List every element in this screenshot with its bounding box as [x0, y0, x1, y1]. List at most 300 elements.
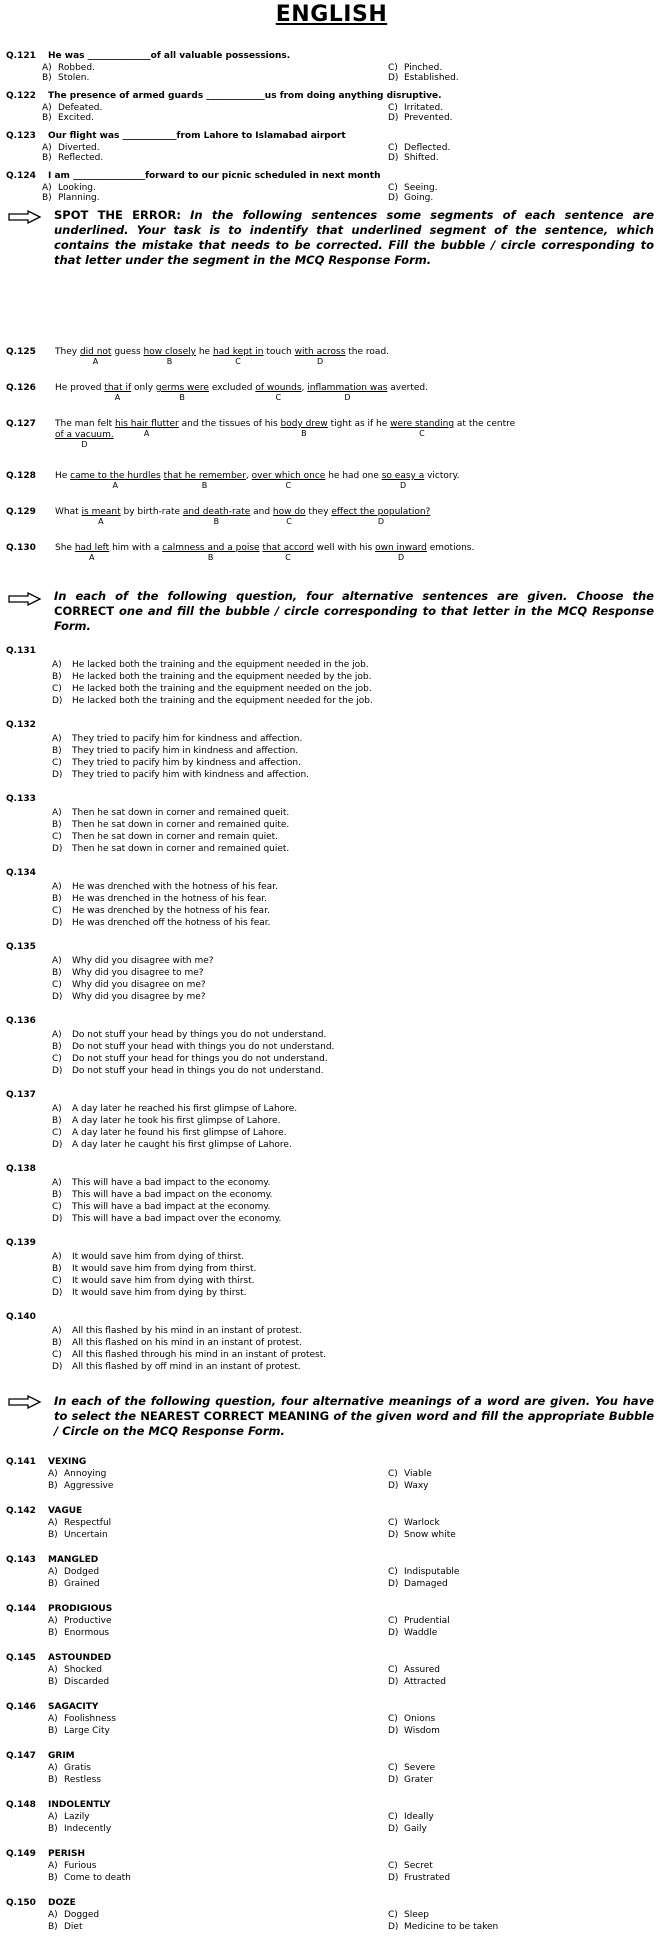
underlined-segment: of wounds — [255, 383, 302, 393]
sentence-text: They — [55, 347, 80, 357]
underlined-segment: own inward — [375, 543, 427, 553]
question-number: Q.125 — [6, 347, 36, 357]
question-word: MANGLED — [48, 1555, 99, 1565]
option-text: Waddle — [404, 1628, 438, 1638]
question-number: Q.130 — [6, 543, 36, 553]
option-text: Robbed. — [58, 63, 95, 73]
option-letter: C) — [388, 183, 398, 193]
question-number: Q.136 — [6, 1016, 36, 1026]
segment-label: D — [377, 517, 385, 526]
option-text: Do not stuff your head in things you do not understand. — [72, 1066, 324, 1076]
option-text: This will have a bad impact to the economy. — [72, 1178, 271, 1188]
option-letter: A) — [48, 1812, 58, 1822]
sentence-text: he had one — [325, 471, 382, 481]
question-word: ASTOUNDED — [48, 1653, 112, 1663]
option-letter: C) — [52, 1350, 62, 1360]
option-text: Medicine to be taken — [404, 1922, 499, 1932]
option-letter: D) — [388, 153, 399, 163]
option-text: Do not stuff your head with things you do not understand. — [72, 1042, 335, 1052]
question-number: Q.124 — [6, 171, 36, 181]
question-sentence — [55, 506, 655, 518]
option-letter: B) — [48, 1824, 58, 1834]
question-sentence — [55, 470, 655, 482]
underlined-segment: came to the hurdles — [70, 471, 161, 481]
option[interactable] — [388, 192, 433, 204]
option-text: All this flashed by his mind in an instant of protest. — [72, 1326, 302, 1336]
option[interactable] — [52, 807, 289, 819]
underlined-segment: of a vacuum. — [55, 430, 114, 440]
option-text: Secret — [404, 1861, 433, 1871]
option[interactable] — [48, 1566, 99, 1578]
option[interactable] — [48, 1615, 112, 1627]
option-text: He lacked both the training and the equipment needed by the job. — [72, 672, 372, 682]
option-text: They tried to pacify him for kindness and affection. — [72, 734, 303, 744]
option-text: Productive — [64, 1616, 112, 1626]
option-text: Waxy — [404, 1481, 429, 1491]
question-number: Q.123 — [6, 131, 36, 141]
question-number: Q.138 — [6, 1164, 36, 1174]
option[interactable] — [52, 683, 372, 695]
option-letter: B) — [52, 1116, 62, 1126]
option[interactable] — [52, 695, 373, 707]
option-letter: D) — [52, 770, 63, 780]
arrow-icon — [8, 210, 42, 224]
option[interactable] — [52, 745, 298, 757]
option[interactable] — [52, 1361, 301, 1373]
option[interactable] — [388, 1762, 435, 1774]
option[interactable] — [388, 1529, 456, 1541]
option-text: Why did you disagree to me? — [72, 968, 204, 978]
option[interactable] — [52, 1287, 247, 1299]
option[interactable] — [52, 757, 301, 769]
option[interactable] — [388, 1811, 434, 1823]
option[interactable] — [388, 1909, 429, 1921]
option[interactable] — [388, 1921, 498, 1933]
option-text: He was drenched off the hotness of his fear. — [72, 918, 271, 928]
option[interactable] — [48, 1578, 100, 1590]
option-letter: C) — [388, 1812, 398, 1822]
arrow-icon — [8, 592, 42, 606]
option-letter: A) — [52, 734, 62, 744]
option[interactable] — [52, 1213, 281, 1225]
option-letter: D) — [52, 1288, 63, 1298]
instruction-text: one and fill the bubble / circle corresponding to that letter in the MCQ Response Form. — [54, 604, 654, 633]
option[interactable] — [48, 1627, 109, 1639]
segment-label: B — [207, 553, 214, 562]
option-text: He was drenched with the hotness of his fear. — [72, 882, 278, 892]
option[interactable] — [388, 1774, 433, 1786]
option-text: Attracted — [404, 1677, 446, 1687]
page-title: ENGLISH — [275, 2, 388, 27]
sentence-text: only — [131, 383, 156, 393]
option-letter: A) — [52, 1252, 62, 1262]
underlined-segment: with across — [294, 347, 346, 357]
underlined-segment: that accord — [262, 543, 314, 553]
option-letter: B) — [52, 1264, 62, 1274]
option[interactable] — [388, 1823, 427, 1835]
option-letter: B) — [48, 1677, 58, 1687]
option-text: Pinched. — [404, 63, 443, 73]
option-text: Do not stuff your head for things you do not understand. — [72, 1054, 328, 1064]
option-letter: D) — [52, 844, 63, 854]
option-text: Diverted. — [58, 143, 100, 153]
option[interactable] — [52, 955, 214, 967]
option-letter: D) — [388, 73, 399, 83]
underlined-segment: how closely — [143, 347, 196, 357]
question-number: Q.127 — [6, 419, 36, 429]
option-letter: A) — [48, 1714, 58, 1724]
option[interactable] — [52, 1177, 270, 1189]
question-number: Q.135 — [6, 942, 36, 952]
option-text: Looking. — [58, 183, 96, 193]
option[interactable] — [388, 1664, 440, 1676]
underlined-segment: had kept in — [212, 347, 264, 357]
option[interactable] — [388, 72, 459, 84]
option[interactable] — [52, 967, 204, 979]
segment-label: A — [114, 393, 121, 402]
option[interactable] — [52, 1275, 255, 1287]
option-text: Then he sat down in corner and remain quiet. — [72, 832, 279, 842]
option-letter: B) — [48, 1481, 58, 1491]
option-text: Frustrated — [404, 1873, 451, 1883]
option[interactable] — [388, 1725, 440, 1737]
option[interactable] — [52, 1251, 244, 1263]
option[interactable] — [388, 1517, 440, 1529]
segment-label: B — [166, 357, 173, 366]
option-letter: C) — [52, 906, 62, 916]
option[interactable] — [52, 671, 372, 683]
option-letter: A) — [48, 1665, 58, 1675]
option-letter: D) — [388, 193, 399, 203]
sentence-text: excluded — [208, 383, 256, 393]
underlined-segment: his hair flutter — [115, 419, 179, 429]
option-letter: D) — [388, 1628, 399, 1638]
option-letter: B) — [48, 1726, 58, 1736]
sentence-text: at the centre — [454, 419, 516, 429]
option-text: Furious — [64, 1861, 97, 1871]
option-letter: A) — [52, 1178, 62, 1188]
option[interactable] — [52, 1127, 287, 1139]
question-number: Q.134 — [6, 868, 36, 878]
sentence-text: he — [195, 347, 213, 357]
segment-label: A — [92, 357, 99, 366]
option-text: Stolen. — [58, 73, 90, 83]
option-letter: B) — [48, 1530, 58, 1540]
option-text: Restless — [64, 1775, 102, 1785]
option[interactable] — [52, 979, 206, 991]
option[interactable] — [42, 112, 94, 124]
option-letter: B) — [52, 968, 62, 978]
segment-label: A — [112, 481, 118, 490]
option-letter: C) — [388, 63, 398, 73]
option[interactable] — [388, 1676, 446, 1688]
option[interactable] — [52, 733, 302, 745]
option[interactable] — [42, 152, 103, 164]
instruction-text: In each of the following question, four alternative meanings of a word are given. You have to select the — [54, 1394, 654, 1423]
option[interactable] — [48, 1872, 131, 1884]
question-word: INDOLENTLY — [48, 1800, 111, 1810]
option[interactable] — [52, 1029, 326, 1041]
option-letter: B) — [42, 193, 52, 203]
option[interactable] — [52, 1337, 302, 1349]
option-text: He lacked both the training and the equipment needed in the job. — [72, 660, 369, 670]
option-text: Then he sat down in corner and remained quiet. — [72, 844, 290, 854]
option-text: Ideally — [404, 1812, 434, 1822]
option[interactable] — [388, 1860, 433, 1872]
option-letter: A) — [52, 1030, 62, 1040]
option-text: Foolishness — [64, 1714, 116, 1724]
option-text: This will have a bad impact on the economy. — [72, 1190, 273, 1200]
option[interactable] — [388, 152, 439, 164]
option-letter: D) — [52, 696, 63, 706]
option-letter: C) — [52, 684, 62, 694]
option[interactable] — [388, 1578, 448, 1590]
option-letter: B) — [42, 73, 52, 83]
sentence-text: emotions. — [426, 543, 475, 553]
underlined-segment: how do — [272, 507, 306, 517]
option-letter: B) — [42, 113, 52, 123]
question-number: Q.121 — [6, 51, 36, 61]
option-text: Damaged — [404, 1579, 448, 1589]
question-stem: Our flight was ____________from Lahore to Islamabad airport — [48, 131, 346, 141]
option-letter: B) — [52, 746, 62, 756]
option-text: Come to death — [64, 1873, 131, 1883]
option-letter: B) — [48, 1775, 58, 1785]
instruction-text: of the given word and fill the appropriate Bubble / Circle on the MCQ Response Form. — [54, 1409, 654, 1438]
question-number: Q.149 — [6, 1849, 36, 1859]
segment-label: C — [419, 429, 425, 438]
underlined-segment: that if — [104, 383, 132, 393]
option-text: Gratis — [64, 1763, 91, 1773]
question-number: Q.137 — [6, 1090, 36, 1100]
option-letter: D) — [52, 1066, 63, 1076]
option-letter: D) — [388, 1922, 399, 1932]
option[interactable] — [52, 905, 270, 917]
option-letter: B) — [42, 153, 52, 163]
option[interactable] — [52, 917, 270, 929]
option-letter: B) — [52, 672, 62, 682]
option-text: Gaily — [404, 1824, 427, 1834]
option-letter: C) — [388, 103, 398, 113]
underlined-segment: that he remember — [163, 471, 246, 481]
option[interactable] — [52, 893, 267, 905]
option-text: They tried to pacify him by kindness and affection. — [72, 758, 301, 768]
question-word: PRODIGIOUS — [48, 1604, 113, 1614]
option-text: It would save him from dying from thirst. — [72, 1264, 257, 1274]
option-letter: D) — [52, 1140, 63, 1150]
instructions-correct-sentence — [54, 589, 654, 634]
question-number: Q.147 — [6, 1751, 36, 1761]
option[interactable] — [52, 1115, 280, 1127]
option-letter: C) — [52, 1276, 62, 1286]
option[interactable] — [48, 1774, 101, 1786]
option-text: They tried to pacify him with kindness and affection. — [72, 770, 310, 780]
option-letter: C) — [388, 1518, 398, 1528]
option[interactable] — [52, 1103, 297, 1115]
underlined-segment: effect the population? — [331, 507, 431, 517]
sentence-text: and — [250, 507, 273, 517]
option[interactable] — [388, 1566, 459, 1578]
question-word: GRIM — [48, 1751, 75, 1761]
instructions-spot-error — [54, 208, 654, 268]
option-letter: B) — [52, 1042, 62, 1052]
underlined-segment: is meant — [81, 507, 121, 517]
segment-label: B — [213, 517, 220, 526]
option-text: They tried to pacify him in kindness and affection. — [72, 746, 299, 756]
option[interactable] — [48, 1676, 109, 1688]
sentence-text: What — [55, 507, 82, 517]
sentence-text: well with his — [313, 543, 376, 553]
option[interactable] — [52, 659, 369, 671]
option[interactable] — [48, 1860, 97, 1872]
option-text: He lacked both the training and the equipment needed on the job. — [72, 684, 372, 694]
option[interactable] — [48, 1921, 83, 1933]
option[interactable] — [48, 1529, 108, 1541]
option-text: Severe — [404, 1763, 436, 1773]
sentence-text: The man felt — [55, 419, 116, 429]
option[interactable] — [52, 1263, 256, 1275]
option-letter: B) — [48, 1922, 58, 1932]
option[interactable] — [52, 1349, 326, 1361]
option[interactable] — [388, 1627, 437, 1639]
underlined-segment: did not — [79, 347, 112, 357]
option-text: Viable — [404, 1469, 432, 1479]
question-number: Q.142 — [6, 1506, 36, 1516]
option[interactable] — [388, 1713, 435, 1725]
option-letter: C) — [52, 1054, 62, 1064]
question-number: Q.150 — [6, 1898, 36, 1908]
sentence-text: him with a — [109, 543, 163, 553]
option[interactable] — [388, 1872, 450, 1884]
segment-label: B — [201, 481, 208, 490]
question-sentence — [55, 346, 655, 358]
option-text: Deflected. — [404, 143, 451, 153]
option[interactable] — [52, 831, 278, 843]
option[interactable] — [388, 1468, 432, 1480]
option-text: Discarded — [64, 1677, 110, 1687]
option-letter: C) — [388, 1567, 398, 1577]
sentence-text: She — [55, 543, 75, 553]
sentence-text: He proved — [55, 383, 105, 393]
option[interactable] — [48, 1713, 116, 1725]
option-text: Why did you disagree by me? — [72, 992, 206, 1002]
option[interactable] — [48, 1480, 113, 1492]
option-letter: B) — [48, 1873, 58, 1883]
segment-label: B — [301, 429, 307, 438]
option-letter: C) — [52, 980, 62, 990]
option[interactable] — [48, 1909, 99, 1921]
option-text: He was drenched in the hotness of his fear. — [72, 894, 267, 904]
option-text: A day later he took his first glimpse of Lahore. — [72, 1116, 281, 1126]
segment-label: D — [81, 440, 88, 449]
option-text: Grater — [404, 1775, 433, 1785]
option[interactable] — [48, 1517, 111, 1529]
option[interactable] — [52, 1325, 302, 1337]
instructions-nearest-meaning — [54, 1394, 654, 1439]
option-text: Going. — [404, 193, 434, 203]
arrow-icon — [8, 1395, 42, 1409]
segment-label: C — [285, 553, 291, 562]
option-text: A day later he caught his first glimpse of Lahore. — [72, 1140, 292, 1150]
sentence-text: they — [305, 507, 332, 517]
option-letter: A) — [42, 183, 52, 193]
option-text: Excited. — [58, 113, 94, 123]
option[interactable] — [52, 991, 206, 1003]
option-letter: D) — [388, 1726, 399, 1736]
option-letter: B) — [52, 820, 62, 830]
option[interactable] — [388, 1480, 429, 1492]
option[interactable] — [52, 1053, 328, 1065]
option-letter: D) — [52, 918, 63, 928]
instruction-text: In each of the following question, four alternative sentences are given. Choose the — [54, 589, 654, 603]
option[interactable] — [48, 1823, 111, 1835]
option[interactable] — [48, 1811, 90, 1823]
option[interactable] — [48, 1468, 106, 1480]
option-letter: A) — [48, 1518, 58, 1528]
sentence-text: averted. — [387, 383, 428, 393]
segment-label: D — [399, 481, 407, 490]
underlined-segment: germs were — [155, 383, 209, 393]
option-text: Shifted. — [404, 153, 439, 163]
option[interactable] — [52, 819, 289, 831]
option[interactable] — [48, 1762, 91, 1774]
option-text: Prevented. — [404, 113, 453, 123]
option[interactable] — [52, 843, 289, 855]
option-text: Dogged — [64, 1910, 100, 1920]
question-number: Q.143 — [6, 1555, 36, 1565]
option[interactable] — [52, 1201, 270, 1213]
option[interactable] — [388, 1615, 450, 1627]
option-letter: B) — [48, 1628, 58, 1638]
segment-label: D — [344, 393, 351, 402]
option-letter: A) — [48, 1910, 58, 1920]
option[interactable] — [52, 1041, 334, 1053]
sentence-text: touch — [263, 347, 295, 357]
sentence-text: victory. — [424, 471, 460, 481]
option-text: Shocked — [64, 1665, 103, 1675]
option-letter: C) — [52, 1202, 62, 1212]
option[interactable] — [48, 1725, 110, 1737]
option[interactable] — [42, 192, 100, 204]
sentence-text: the road. — [345, 347, 390, 357]
option-text: Uncertain — [64, 1530, 108, 1540]
segment-label: C — [235, 357, 241, 366]
option[interactable] — [52, 1189, 273, 1201]
option[interactable] — [42, 72, 89, 84]
option[interactable] — [52, 1139, 292, 1151]
instruction-emphasis: NEAREST CORRECT MEANING — [140, 1409, 330, 1423]
option[interactable] — [52, 881, 278, 893]
option[interactable] — [52, 1065, 324, 1077]
question-number: Q.139 — [6, 1238, 36, 1248]
option[interactable] — [48, 1664, 102, 1676]
underlined-segment: were standing — [390, 419, 455, 429]
option-letter: C) — [52, 832, 62, 842]
question-sentence — [55, 382, 655, 394]
question-number: Q.146 — [6, 1702, 36, 1712]
option-letter: A) — [48, 1763, 58, 1773]
option-letter: C) — [52, 758, 62, 768]
option-letter: C) — [388, 1910, 398, 1920]
option[interactable] — [52, 769, 309, 781]
option-letter: B) — [52, 1338, 62, 1348]
option[interactable] — [388, 112, 453, 124]
option-text: Dodged — [64, 1567, 100, 1577]
option-letter: A) — [52, 1104, 62, 1114]
option-text: This will have a bad impact at the economy. — [72, 1202, 271, 1212]
segment-label: D — [317, 357, 324, 366]
option-text: It would save him from dying with thirst. — [72, 1276, 255, 1286]
